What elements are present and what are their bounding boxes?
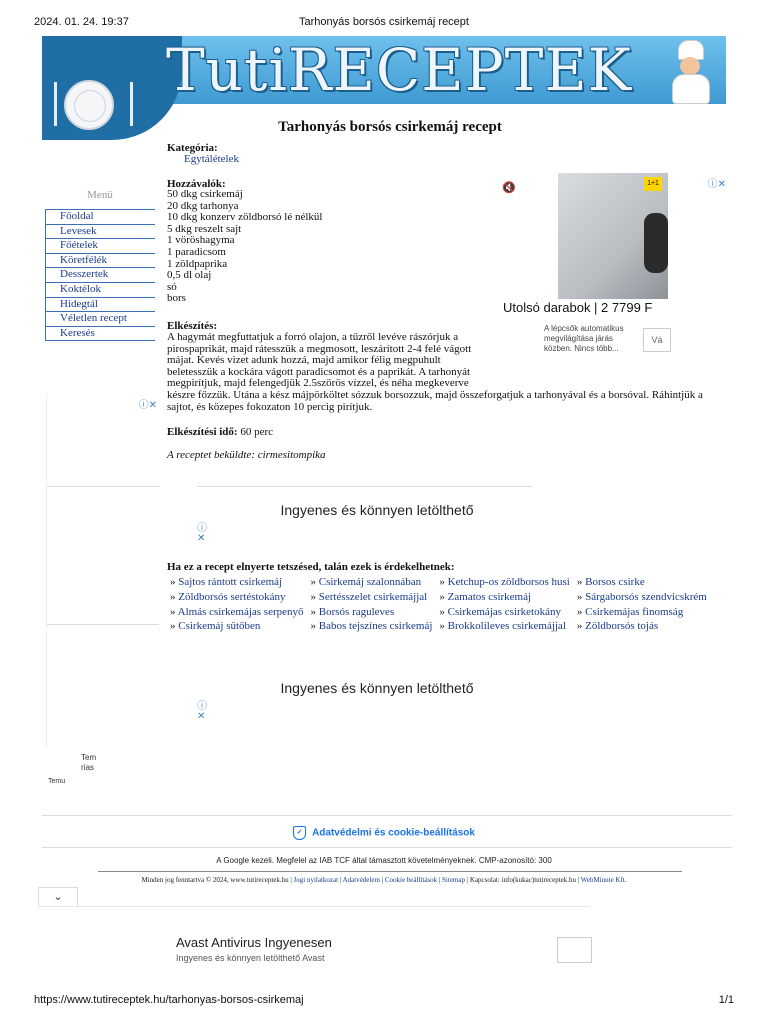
adchoices-icon[interactable]: ⓘ ✕	[197, 523, 207, 544]
menu-item-koktelok[interactable]: Koktélok	[45, 282, 155, 297]
category-link[interactable]: Egytálételek	[184, 153, 239, 165]
footer-link-sitemap[interactable]: Sitemap	[442, 876, 465, 884]
footer-link-webminute[interactable]: WebMinute Kft.	[580, 876, 627, 884]
sidebar-menu	[45, 209, 155, 341]
table-row: » Csirkemáj sütőben » Babos tejszínes csirkemáj » Brokkolileves csirkemájjal » Zöldborsós tojás	[170, 620, 659, 633]
related-link[interactable]: Zamatos csirkemáj	[447, 590, 532, 603]
related-link[interactable]: Zöldborsós sertéstokány	[178, 590, 286, 603]
contact-text: Kapcsolat: info(kukac)tutireceptek.hu	[469, 876, 577, 884]
ingredients-list	[167, 189, 323, 305]
ingredient-item: 5 dkg reszelt sajt	[167, 222, 242, 235]
google-cmp-note: A Google kezeli. Megfelel az IAB TCF által támasztott követelményeknek. CMP-azonosító: 300	[216, 856, 552, 865]
inline-ad-2-text[interactable]: Ingyenes és könnyen letölthető	[280, 680, 474, 696]
inline-ad-1[interactable]	[197, 486, 533, 546]
related-link[interactable]: Babos tejszínes csirkemáj	[318, 620, 433, 633]
related-link[interactable]: Sertésszelet csirkemájjal	[318, 590, 428, 603]
video-ad-description: A lépcsők automatikus megvilágítása járás közben. Nincs több...	[544, 324, 624, 353]
video-ad[interactable]	[494, 173, 728, 299]
ingredient-item: bors	[167, 292, 186, 305]
fork-icon	[130, 82, 133, 126]
ingredient-item: 50 dkg csirkemáj	[167, 188, 243, 200]
ingredient-item: 1 paradicsom	[167, 245, 226, 258]
ad-badge: 1+1	[644, 177, 662, 191]
video-ad-headline[interactable]: Utolsó darabok | 2 7799 F	[503, 300, 653, 315]
divider	[42, 847, 732, 848]
prep-time-label: Elkészítési idő:	[167, 426, 238, 438]
ingredient-item: só	[167, 280, 177, 293]
knife-icon	[54, 82, 57, 126]
mute-icon[interactable]: 🔇	[502, 182, 516, 194]
related-link[interactable]: Borsos csirke	[585, 576, 645, 588]
anchor-ad-button[interactable]	[557, 937, 592, 963]
ingredient-item: 20 dkg tarhonya	[167, 199, 239, 212]
ingredient-item: 1 vöröshagyma	[167, 234, 235, 247]
chef-icon	[668, 40, 712, 102]
shield-check-icon: ✓	[293, 826, 306, 840]
related-heading: Ha ez a recept elnyerte tetszésed, talán ezek is érdekelhetnek:	[167, 561, 455, 573]
preparation-text-part2: készre főzzük. Utána a kész májpörköltet sózzuk borsozzuk, majd összeforgatjuk a tarhonyával és a borsóval. Ráhintjük a sajtot, és közepes fokozaton 10 percig pirítjuk.	[167, 388, 703, 413]
preparation-text-part1: A hagymát megfuttatjuk a forró olajon, a tűzről levéve rászórjuk a pirospaprikát, majd rátesszük a megmosott, leszárított 2-4 felé vágott májat. Kevés vizet adunk hozzá, majd amikor félig megpuhult beletesszük a kockára vágott paradicsomot és a paprikát. A tarhonyát megpirítjuk, majd felengedjük 2.5szörös vízzel, és néha megkeverve	[167, 331, 472, 390]
temu-ad-brand[interactable]: Temu	[48, 778, 66, 785]
print-page-number: 1/1	[718, 994, 734, 1006]
menu-item-fooldal[interactable]: Főoldal	[45, 209, 155, 224]
video-ad-button[interactable]: Vá	[643, 328, 671, 352]
prep-time-value: 60 perc	[240, 426, 274, 438]
table-row: » Almás csirkemájas serpenyő » Borsós raguleves » Csirkemájas csirketokány » Csirkemájas finomság	[170, 605, 684, 618]
related-link[interactable]: Csirkemájas csirketokány	[447, 605, 561, 618]
footer-link-privacy[interactable]: Adatvédelem	[342, 876, 380, 884]
site-logo[interactable]: TutiRECEPTEK	[166, 36, 633, 104]
anchor-ad-headline[interactable]: Avast Antivirus Ingyenesen	[176, 935, 332, 950]
footer-link-legal[interactable]: Jogi nyilatkozat	[293, 876, 339, 884]
print-doc-title: Tarhonyás borsós csirkemáj recept	[299, 16, 469, 28]
divider	[42, 815, 732, 816]
footer-link-cookies[interactable]: Cookie beállítások	[384, 876, 438, 884]
related-link[interactable]: Csirkemájas finomság	[585, 605, 684, 618]
chevron-down-icon: ⌄	[53, 891, 63, 903]
anchor-ad[interactable]	[38, 906, 590, 991]
print-url: https://www.tutireceptek.hu/tarhonyas-borsos-csirkemaj	[34, 994, 304, 1006]
privacy-settings-link[interactable]	[0, 826, 768, 840]
menu-heading: Menü	[87, 189, 113, 201]
ingredient-item: 1 zöldpaprika	[167, 257, 228, 270]
temu-ad-text[interactable]: Tem rias	[81, 753, 97, 772]
table-row: » Sajtos rántott csirkemáj » Csirkemáj szalonnában » Ketchup-os zöldborsos husi » Borsos csirke	[170, 576, 645, 588]
menu-item-foetelek[interactable]: Főételek	[45, 238, 155, 253]
prep-time	[167, 426, 273, 438]
menu-item-desszertek[interactable]: Desszertek	[45, 267, 155, 282]
menu-item-hidegtal[interactable]: Hidegtál	[45, 297, 155, 312]
menu-item-kereses[interactable]: Keresés	[45, 326, 155, 342]
adchoices-icon[interactable]: ⓘ✕	[707, 179, 726, 190]
inline-ad-1-text[interactable]: Ingyenes és könnyen letölthető	[280, 502, 474, 518]
ingredient-item: 10 dkg konzerv zöldborsó lé nélkül	[167, 211, 323, 224]
ingredients-label: Hozzávalók:	[167, 178, 226, 190]
related-link[interactable]: Brokkolileves csirkemájjal	[447, 620, 566, 633]
ingredient-item: 0,5 dl olaj	[167, 269, 212, 282]
preparation-label: Elkészítés:	[167, 320, 218, 332]
related-recipes	[167, 575, 733, 634]
divider	[98, 871, 682, 872]
collapse-ad-button[interactable]	[38, 887, 78, 906]
print-datetime: 2024. 01. 24. 19:37	[34, 16, 129, 28]
copyright-line: Minden jog fenntartva © 2024, www.tutireceptek.hu | Jogi nyilatkozat | Adatvédelem | Cookie beállítások | Sitemap | Kapcsolat: info(kukac)tutireceptek.hu | WebMinute Kft.	[141, 876, 627, 884]
submitted-by: A receptet beküldte: cirmesitompika	[167, 449, 326, 461]
category-label: Kategória:	[167, 142, 218, 154]
related-link[interactable]: Zöldborsós tojás	[585, 620, 659, 633]
table-row: » Zöldborsós sertéstokány » Sertésszelet csirkemájjal » Zamatos csirkemáj » Sárgaborsós szendvicskrém	[170, 590, 707, 603]
related-link[interactable]: Borsós raguleves	[318, 605, 395, 618]
adchoices-icon[interactable]: ⓘ✕	[138, 400, 157, 411]
menu-item-veletlen-recept[interactable]: Véletlen recept	[45, 311, 155, 326]
adchoices-icon[interactable]: ⓘ ✕	[197, 701, 207, 722]
related-link[interactable]: Sajtos rántott csirkemáj	[178, 576, 283, 588]
anchor-ad-subtitle: Ingyenes és könnyen letölthető Avast	[176, 953, 325, 963]
menu-item-koretfelek[interactable]: Köretfélék	[45, 253, 155, 268]
left-sticky-ad[interactable]	[46, 394, 159, 748]
related-link[interactable]: Ketchup-os zöldborsos husi	[447, 576, 570, 588]
inline-ad-2[interactable]	[197, 664, 533, 724]
menu-item-levesek[interactable]: Levesek	[45, 224, 155, 239]
privacy-settings-label: Adatvédelmi és cookie-beállítások	[312, 827, 475, 839]
related-link[interactable]: Csirkemáj szalonnában	[318, 576, 422, 588]
copyright-text: Minden jog fenntartva © 2024, www.tutireceptek.hu	[141, 876, 289, 884]
related-link[interactable]: Almás csirkemájas serpenyő	[177, 605, 304, 618]
page-title: Tarhonyás borsós csirkemáj recept	[278, 119, 502, 135]
related-link[interactable]: Csirkemáj sütőben	[178, 620, 261, 633]
related-link[interactable]: Sárgaborsós szendvicskrém	[585, 590, 707, 603]
plate-icon	[64, 80, 114, 130]
